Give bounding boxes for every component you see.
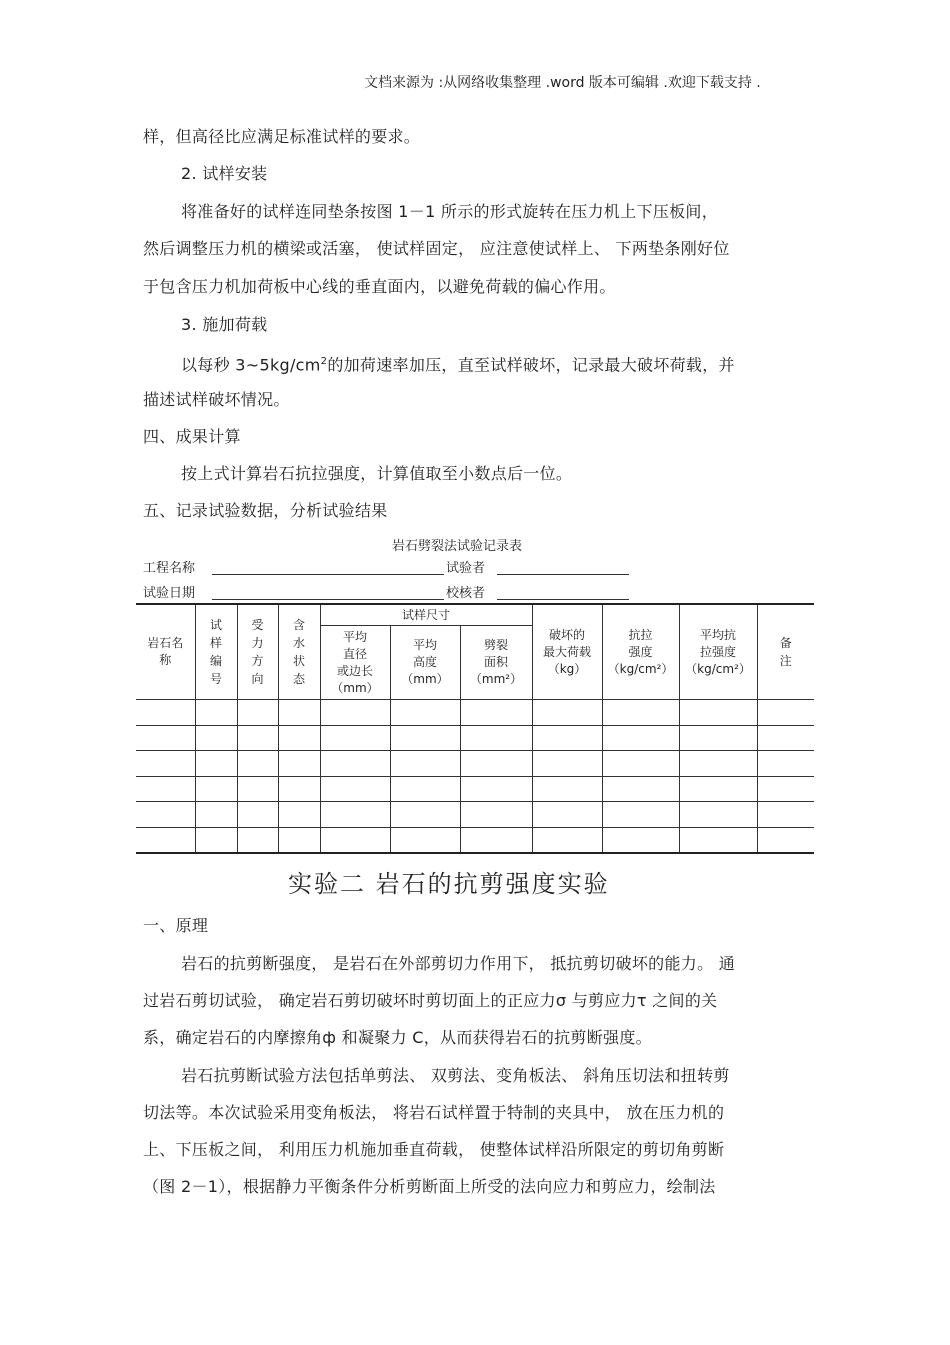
paragraph-line: 将准备好的试样连同垫条按图 1－1 所示的形式旋转在压力机上下压板间， xyxy=(181,202,719,221)
checker-label: 校核者 xyxy=(446,586,486,601)
paragraph-line: 系，确定岩石的内摩擦角ф 和凝聚力 C，从而获得岩石的抗剪断强度。 xyxy=(143,1028,652,1047)
paragraph-line: 按上式计算岩石抗拉强度，计算值取至小数点后一位。 xyxy=(181,464,573,483)
table-row xyxy=(136,751,814,777)
header-water-state: 含水状态 xyxy=(278,604,320,700)
header-avg-tensile-strength: 平均抗 拉强度 （kg/cm²） xyxy=(679,604,757,700)
checker-field xyxy=(497,599,629,600)
paragraph-line: 岩石的抗剪断强度， 是岩石在外部剪切力作用下， 抵抗剪切破坏的能力。 通 xyxy=(181,954,736,973)
paragraph-line: （图 2－1），根据静力平衡条件分析剪断面上所受的法向应力和剪应力，绘制法 xyxy=(143,1177,716,1196)
header-sample-size: 试样尺寸 xyxy=(320,604,532,626)
section-heading: 四、成果计算 xyxy=(143,427,241,446)
table-row xyxy=(136,802,814,828)
step-heading: 3. 施加荷载 xyxy=(181,315,268,334)
section-heading: 一、原理 xyxy=(143,916,209,935)
section-heading: 五、记录试验数据，分析试验结果 xyxy=(143,501,388,520)
paragraph-line: 过岩石剪切试验， 确定岩石剪切破坏时剪切面上的正应力σ 与剪应力τ 之间的关 xyxy=(143,991,718,1010)
header-load-direction: 受力方向 xyxy=(237,604,278,700)
header-tensile-strength: 抗拉 强度 （kg/cm²） xyxy=(602,604,679,700)
header-split-area: 劈裂 面积 （mm²） xyxy=(460,626,532,700)
project-name-label: 工程名称 xyxy=(143,561,196,576)
header-avg-height: 平均 高度 （mm） xyxy=(390,626,460,700)
paragraph-line: 于包含压力机加荷板中心线的垂直面内，以避免荷载的偏心作用。 xyxy=(143,277,616,296)
paragraph-line: 描述试样破坏情况。 xyxy=(143,390,290,409)
paragraph-line: 切法等。本次试验采用变角板法， 将岩石试样置于特制的夹具中， 放在压力机的 xyxy=(143,1103,725,1122)
tester-field xyxy=(497,574,629,575)
header-remark: 备注 xyxy=(757,604,814,700)
section-title: 实验二 岩石的抗剪强度实验 xyxy=(288,870,610,898)
paragraph-line: 然后调整压力机的横梁或活塞， 使试样固定， 应注意使试样上、 下两垫条刚好位 xyxy=(143,239,730,258)
table-row xyxy=(136,776,814,802)
paragraph-line: 岩石抗剪断试验方法包括单剪法、 双剪法、变角板法、 斜角压切法和扭转剪 xyxy=(181,1066,730,1085)
step-heading: 2. 试样安装 xyxy=(181,164,268,183)
header-avg-diameter: 平均 直径 或边长 （mm） xyxy=(320,626,390,700)
form-title: 岩石劈裂法试验记录表 xyxy=(392,539,523,554)
paragraph-line: 样，但高径比应满足标准试样的要求。 xyxy=(143,127,421,146)
header-rock-name: 岩石名称 xyxy=(136,604,195,700)
tester-label: 试验者 xyxy=(446,561,486,576)
table-row xyxy=(136,725,814,751)
header-sample-no: 试样编号 xyxy=(195,604,237,700)
record-table xyxy=(136,603,814,854)
document-header: 文档来源为 :从网络收集整理 .word 版本可编辑 .欢迎下载支持 . xyxy=(364,75,761,91)
table-row xyxy=(136,700,814,726)
project-name-field xyxy=(212,574,444,575)
paragraph-line: 以每秒 $3\sim 5kg/cm^2$的加荷速率加压，直至试样破坏，记录最大破坏荷载，并 xyxy=(181,355,735,375)
paragraph-line: 上、下压板之间， 利用压力机施加垂直荷载， 使整体试样沿所限定的剪切角剪断 xyxy=(143,1140,725,1159)
header-max-load: 破坏的 最大荷载 （kg） xyxy=(532,604,602,700)
test-date-label: 试验日期 xyxy=(143,586,196,601)
test-date-field xyxy=(212,599,444,600)
table-row xyxy=(136,827,814,853)
